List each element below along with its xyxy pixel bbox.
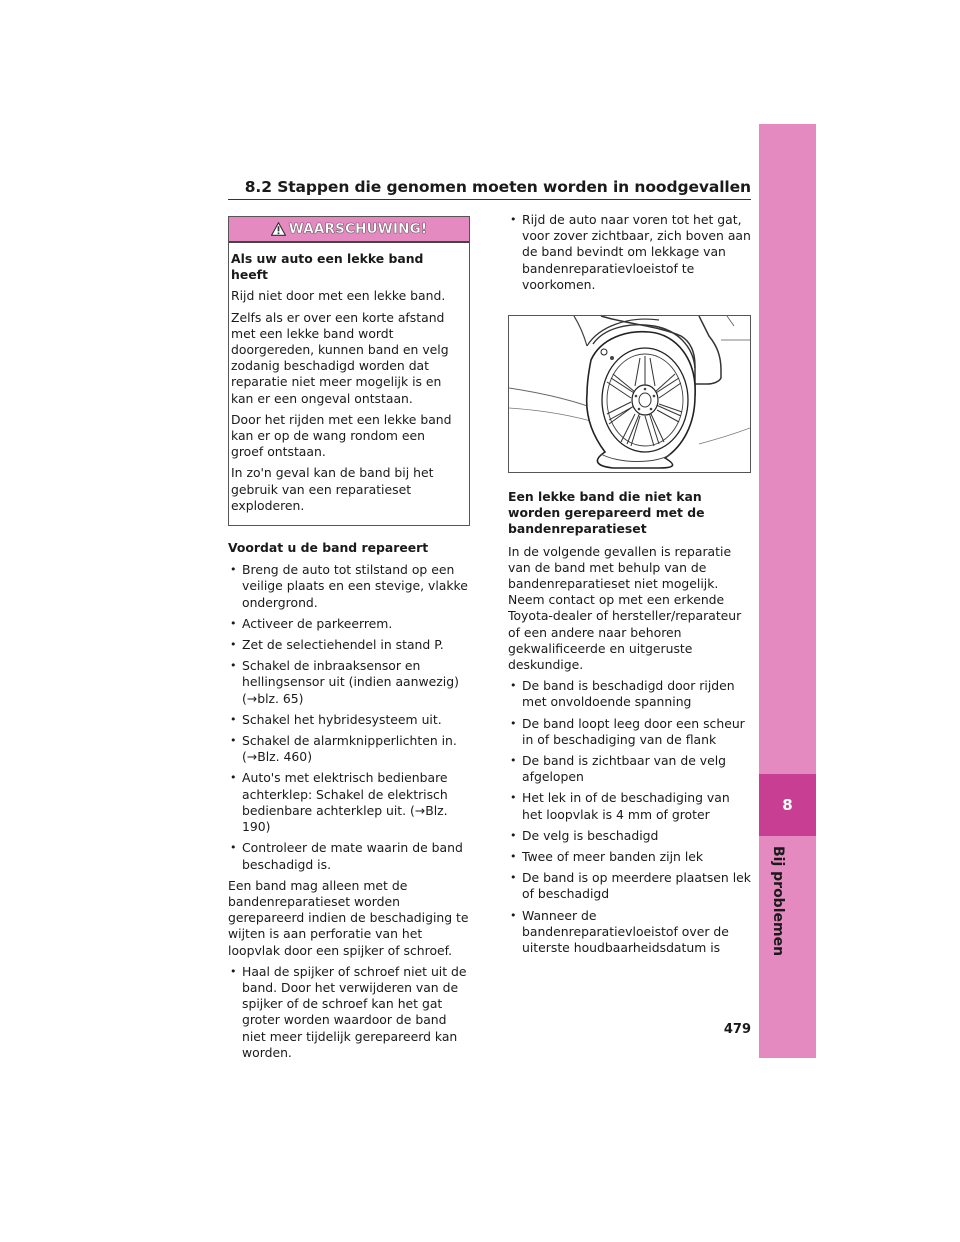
warning-subtitle: Als uw auto een lekke band heeft (231, 251, 424, 283)
header-rule (228, 199, 751, 200)
list-item: • Haal de spijker of schroef niet uit de band. Door het verwijderen van de spijker of de schroef kan het gat groter worden waardoor de band niet meer tijdelijk gerepareerd kan worden. (228, 964, 470, 1061)
not-repairable-paragraph: In de volgende gevallen is reparatie van de band met behulp van de bandenreparatieset niet mogelijk. Neem contact op met een erkende Toyota-dealer of hersteller/reparateur of een andere naar behoren gekwalificeerde en uitgeruste deskundige. (508, 543, 742, 673)
page-header: 8.2 Stappen die genomen moeten worden in noodgevallen (244, 178, 751, 196)
before-repair-list (228, 562, 470, 872)
list-item: • De band is zichtbaar van de velg afgelopen (508, 753, 751, 785)
right-column (508, 212, 751, 961)
list-item: • Controleer de mate waarin de band beschadigd is. (228, 840, 470, 872)
list-item: • Schakel het hybridesysteem uit. (228, 712, 470, 728)
list-item: • Schakel de alarmknipperlichten in. (→Blz. 460) (228, 733, 470, 765)
list-item: • Breng de auto tot stilstand op een veilige plaats en een stevige, vlakke ondergrond. (228, 562, 470, 611)
list-item: • Zet de selectiehendel in stand P. (228, 637, 470, 653)
warning-box (228, 216, 470, 526)
before-repair-paragraph: Een band mag alleen met de bandenreparatieset worden gerepareerd indien de beschadiging te wijten is aan perforatie van het loopvlak door een spijker of schroef. (228, 877, 469, 958)
chapter-side-tab (759, 124, 816, 1058)
list-item: • Schakel de inbraaksensor en hellingsensor uit (indien aanwezig) (→blz. 65) (228, 658, 470, 707)
section-heading-not-repairable: Een lekke band die niet kan worden gerepareerd met de bandenreparatieset (508, 489, 705, 537)
warning-paragraph: Door het rijden met een lekke band kan er op de wang rondom een groef ontstaan. (231, 411, 452, 460)
warning-paragraph: Rijd niet door met een lekke band. (231, 288, 446, 304)
page-number: 479 (723, 1022, 751, 1037)
warning-body (229, 243, 469, 525)
chapter-number: 8 (759, 774, 816, 836)
flat-tire-drawing (509, 316, 750, 472)
list-item: • Wanneer de bandenreparatievloeistof over de uiterste houdbaarheidsdatum is (508, 908, 751, 957)
before-repair-list-continued (508, 212, 751, 293)
list-item: • Rijd de auto naar voren tot het gat, voor zover zichtbaar, zich boven aan de band bevindt om lekkage van bandenreparatievloeistof te voorkomen. (508, 212, 751, 293)
list-item: • De velg is beschadigd (508, 828, 751, 844)
section-heading-before-repair: Voordat u de band repareert (228, 540, 429, 556)
left-column (228, 216, 470, 1066)
list-item: • De band loopt leeg door een scheur in of beschadiging van de flank (508, 716, 751, 748)
list-item: • Het lek in of de beschadiging van het loopvlak is 4 mm of groter (508, 790, 751, 822)
list-item: • Twee of meer banden zijn lek (508, 849, 751, 865)
chapter-label: Bij problemen (770, 846, 786, 957)
not-repairable-list (508, 678, 751, 956)
warning-paragraph: In zo'n geval kan de band bij het gebruik van een reparatieset exploderen. (231, 465, 434, 513)
list-item: • De band is op meerdere plaatsen lek of beschadigd (508, 870, 751, 902)
list-item: • De band is beschadigd door rijden met onvoldoende spanning (508, 678, 751, 710)
list-item: • Activeer de parkeerrem. (228, 616, 470, 632)
warning-header (229, 217, 469, 243)
warning-triangle-icon (271, 222, 286, 236)
list-item: • Auto's met elektrisch bedienbare achterklep: Schakel de elektrisch bedienbare achterklep uit. (→Blz. 190) (228, 770, 470, 835)
warning-title: WAARSCHUWING! (288, 221, 428, 237)
flat-tire-illustration (508, 315, 751, 473)
before-repair-list-2 (228, 964, 470, 1061)
warning-paragraph: Zelfs als er over een korte afstand met een lekke band wordt doorgereden, kunnen band en velg zodanig beschadigd worden dat reparatie niet meer mogelijk is en kan er een ongeval ontstaan. (231, 309, 449, 406)
